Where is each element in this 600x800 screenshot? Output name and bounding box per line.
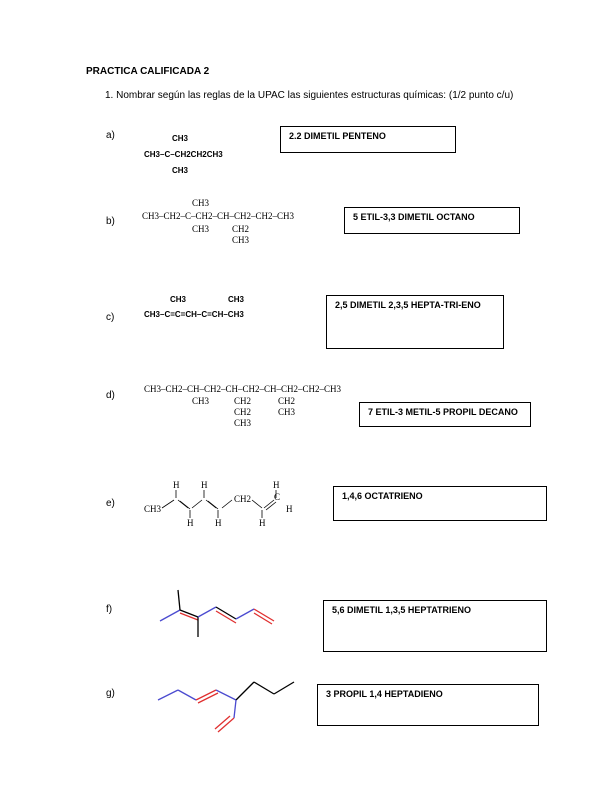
struct-b-top: CH3 (192, 198, 210, 208)
struct-c-top2: CH3 (228, 295, 245, 304)
struct-e-c: C (274, 492, 281, 502)
answer-box-f[interactable] (323, 600, 547, 652)
answer-text-e: 1,4,6 OCTATRIENO (342, 491, 423, 501)
struct-e-ch2: CH2 (234, 494, 252, 504)
item-label-f: f) (106, 604, 113, 615)
item-label-g: g) (106, 688, 115, 699)
struct-b-sub1: CH3 (192, 224, 210, 234)
answer-box-c[interactable] (326, 295, 504, 349)
answer-text-c: 2,5 DIMETIL 2,3,5 HEPTA-TRI-ENO (335, 300, 481, 310)
struct-e-skeleton (140, 470, 310, 540)
struct-d-s2b: CH2 (234, 407, 252, 417)
item-label-b: b) (106, 216, 115, 227)
item-label-a: a) (106, 130, 115, 141)
item-label-d: d) (106, 390, 115, 401)
page-title: PRACTICA CALIFICADA 2 (86, 66, 210, 77)
struct-b-sub3: CH3 (232, 235, 250, 245)
struct-c-main: CH3–C=C=CH–C=CH–CH3 (144, 310, 244, 319)
answer-box-a[interactable] (280, 126, 456, 153)
struct-e-h3: H (273, 480, 280, 490)
struct-f-skeleton (150, 585, 280, 645)
struct-d-s2c: CH3 (234, 418, 252, 428)
struct-d-s2a: CH2 (234, 396, 252, 406)
item-label-c: c) (106, 312, 115, 323)
answer-text-a: 2.2 DIMETIL PENTENO (289, 131, 386, 141)
answer-text-b: 5 ETIL-3,3 DIMETIL OCTANO (353, 212, 475, 222)
struct-d-s3b: CH3 (278, 407, 296, 417)
answer-text-g: 3 PROPIL 1,4 HEPTADIENO (326, 689, 443, 699)
struct-a-top: CH3 (172, 134, 189, 143)
struct-e-h1: H (173, 480, 180, 490)
instruction-text: 1. Nombrar según las reglas de la UPAC las siguientes estructuras químicas: (1/2 punto c/u) (105, 90, 514, 101)
answer-box-g[interactable] (317, 684, 539, 726)
answer-box-b[interactable] (344, 207, 520, 234)
struct-d-s3a: CH2 (278, 396, 296, 406)
struct-a-bottom: CH3 (172, 166, 189, 175)
struct-a-main: CH3–C–CH2CH2CH3 (144, 150, 223, 159)
struct-g-skeleton (150, 672, 310, 742)
answer-box-d[interactable] (359, 402, 531, 427)
struct-e-h5: H (215, 518, 222, 528)
struct-e-h6: H (259, 518, 266, 528)
answer-text-d: 7 ETIL-3 METIL-5 PROPIL DECANO (368, 407, 518, 417)
struct-d-s1: CH3 (192, 396, 210, 406)
struct-e-h4: H (187, 518, 194, 528)
struct-b-main: CH3–CH2–C–CH2–CH–CH2–CH2–CH3 (142, 211, 295, 221)
struct-e-h7: H (286, 504, 293, 514)
struct-b-sub2: CH2 (232, 224, 250, 234)
answer-text-f: 5,6 DIMETIL 1,3,5 HEPTATRIENO (332, 605, 472, 615)
struct-d-main: CH3–CH2–CH–CH2–CH–CH2–CH–CH2–CH2–CH3 (144, 384, 342, 394)
struct-e-h2: H (201, 480, 208, 490)
struct-e-ch3: CH3 (144, 504, 162, 514)
answer-box-e[interactable] (333, 486, 547, 521)
struct-c-top1: CH3 (170, 295, 187, 304)
item-label-e: e) (106, 498, 115, 509)
